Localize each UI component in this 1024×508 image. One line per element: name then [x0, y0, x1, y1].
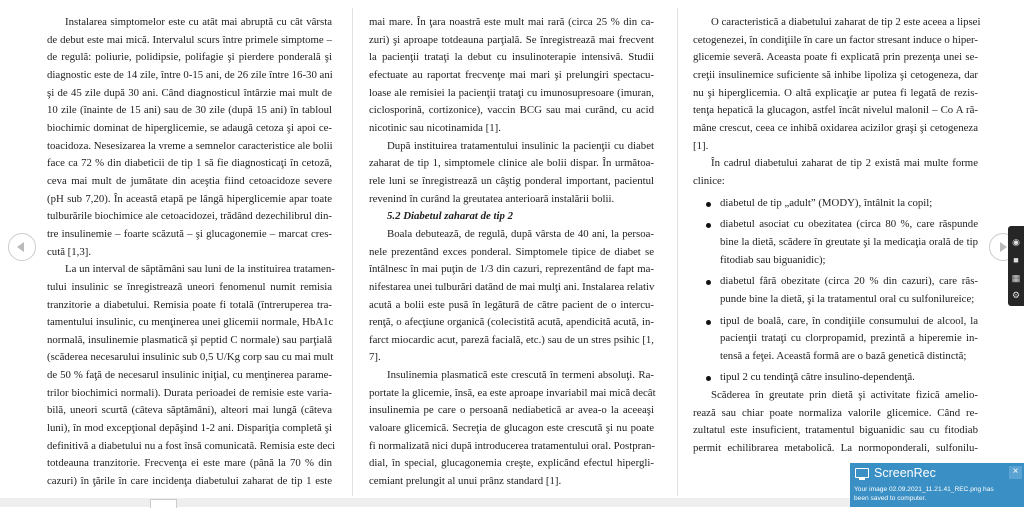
text-line: zaharat de tip 1, simptomele clinice ale bolii dispar. În următoa- [369, 157, 654, 170]
text-line: 7]. [369, 351, 381, 364]
text-line: rează sau chiar poate normaliza valorile glicemice. Când re- [693, 406, 978, 419]
text-line: (scăderea necesarului insulinic sub 0,5 U/Kg corp sau cu mai mult [47, 351, 334, 364]
bullet-item-line: diabetul de tip „adult” (MODY), întâlnit la copil; [720, 195, 978, 213]
text-line: valoare glicemică. Secreţia de glucagon este crescută şi nu poate [369, 422, 654, 435]
text-line: portate la glicemie, însă, ea este aproape invariabil mai mică decât [369, 386, 656, 399]
text-line: efectuate au raportat frecvenţe mai mari şi prelungiri spectacu- [369, 68, 654, 81]
gallery-icon[interactable]: ▦ [1011, 273, 1021, 283]
text-line: biochimic dominat de hiperglicemie, se adaugă cetoza şi apoi ce- [47, 121, 332, 134]
text-line: mâne crescut, ceea ce inhibă oxidarea acizilor graşi şi cetogeneza [693, 121, 978, 134]
text-line: nicotinic sau nicotinamida [1]. [369, 121, 501, 134]
text-line: tulburările biochimice ale cetoacidozei, trădând dezechilibrul din- [47, 210, 332, 223]
text-line: cetogenezei, în condiţiile în care un factor stresant induce o hiper- [693, 33, 978, 46]
monitor-icon [855, 468, 869, 478]
text-line: [1]. [693, 139, 709, 152]
text-line: tensă a feţei. Această formă are o bază genetică distinctă; [720, 349, 967, 362]
text-line: cemiant prelungit al unui prânz standard [1]. [369, 475, 562, 488]
text-line: normală, insulinemie plasmatică şi peptid C normale) sau parţială [47, 333, 332, 346]
text-line: zuri) şi aproape totdeauna parţială. Se înregistrează mai frecvent [369, 33, 654, 46]
text-line: creţii insulinemice suficiente să inhibe lipoliza şi cetogeneza, dar [693, 68, 978, 81]
text-line: ciclosporină, cortizonice), vaccin BCG sau mai curând, cu acid [369, 104, 654, 117]
text-line: şi de 45 zile după 30 ani. Când diagnosticul întârzie mai mult de [47, 86, 332, 99]
text-column-3 [693, 14, 981, 458]
text-line: 10 zile (înainte de 15 ani) sau de 30 zile (după 15 ani) în tabloul [47, 104, 332, 117]
text-line: fitodiab sau biguanidic); [720, 253, 826, 266]
notification-title: ScreenRec [874, 466, 936, 480]
text-line: Insulinemia plasmatică este crescută în termeni absoluţi. Ra- [387, 369, 654, 382]
text-line: glicemie severă. Aceasta poate fi explicată prin prezenţa unei se- [693, 51, 978, 64]
text-line: ceva mai mult de jumătate din aceştia fiind cetoacidoze severe [47, 174, 332, 187]
text-line: punde bine la dietă, şi la tratamentul oral cu sulfonilureice; [720, 292, 975, 305]
text-line: dial, în special, glucagonemia creşte, explicând efectul hipergli- [369, 457, 654, 470]
text-line: mai mare. În ţara noastră este mult mai rară (circa 25 % din ca- [369, 16, 654, 28]
text-line: La un interval de săptămâni sau luni de la instituirea tratamen- [65, 263, 335, 276]
bullet-item-line: diabetul fără obezitate (circa 20 % din cazuri), care răs- [720, 273, 978, 291]
text-line: tului insulinic se înregistrează uneori fenomenul numit remisia [47, 280, 332, 293]
text-line: de regulă: poliurie, polidipsie, polifagie şi pierdere ponderală şi [47, 51, 332, 64]
text-line: tenţa hepatică la glucagon, astfel încât nivelul malonil – Co A ră- [693, 104, 978, 117]
previous-page-button[interactable] [8, 233, 36, 261]
text-line: cută [1,3]. [47, 245, 92, 258]
text-line: rele luni se înregistrează un câştig ponderal important, pacientul [369, 174, 654, 187]
close-notification-button[interactable]: × [1009, 466, 1022, 479]
text-line: diagnostic este de 14 zile, între 0-15 ani, de 26 zile între 16-30 ani [47, 68, 333, 81]
bullet-item-line: diabetul asociat cu obezitatea (circa 80 %, care răspunde [720, 216, 978, 234]
text-line: bilă, uneori scurtă (câteva săptămâni), alteori mai lungă (câteva [47, 404, 332, 417]
text-line: clinice: [693, 174, 725, 187]
text-line: face ca 72 % din diabeticii de tip 1 să fie diagnosticaţi în cetoză, [47, 157, 332, 170]
text-line: la pacienţii trataţi la debut cu insulinoterapie intensivă. Studii [369, 51, 654, 64]
text-line: În cadrul diabetului zaharat de tip 2 există mai multe forme [711, 157, 978, 170]
screenrec-notification[interactable] [850, 463, 1024, 507]
bullet-item-line: tipul de boală, care, în condiţiile consumului de alcool, la [720, 313, 978, 331]
text-line: bine la dietă, scădere în greutate şi la medicaţia orală de tip [720, 235, 978, 248]
camera-icon[interactable]: ◉ [1012, 237, 1020, 247]
text-line: definitivă a diabetului nu a fost însă comunicată. Remisia este deci [47, 439, 336, 452]
text-line: fi normalizată nici după introducerea tratamentului oral. Postpran- [369, 439, 656, 452]
text-line: (pH sub 7,20). În această etapă pe lângă hiperglicemie apar toate [47, 192, 332, 205]
text-line: insulinemia pe care o persoană nediabetică ar avea-o la aceeaşi [369, 404, 654, 417]
text-line: tranzitorie a diabetului. Remisia poate fi totală (întreruperea tra- [47, 298, 332, 311]
text-line: revenind în curând la greutatea anterioară instalării bolii. [369, 192, 615, 205]
notification-message: Your image 02.09.2021_11.21.41_REC.png has been saved to computer. [854, 486, 994, 502]
column-divider [677, 8, 678, 496]
text-line: luni), în mod excepţional depăşind 1-2 ani. Dispariţia completă şi [47, 422, 332, 435]
text-line: toacidoza. Nesesizarea la vreme a semnelor caracteristice ale bolii [47, 139, 333, 152]
settings-icon[interactable]: ⚙ [1011, 290, 1021, 300]
text-line: întâlnesc în mai puţin de 1/3 din cazuri, reprezentând de fapt ma- [369, 263, 654, 276]
text-line: Instalarea simptomelor este cu atât mai abruptă cu cât vârsta [65, 16, 332, 28]
text-line: zultatul este insuficient, tratamentul biguanidic sau cu fitodiab [693, 424, 978, 437]
text-line: trilor biochimici normali). Durata perioadei de remisie este varia- [47, 386, 332, 399]
text-line: cazuri) în ţările în care incidenţa diabetului zaharat de tip 1 este [47, 475, 332, 488]
text-line: totdeauna tranzitorie. Frecvenţa ei este mare (până la 70 % din [47, 457, 332, 470]
text-line: loase ale remisiei la pacienţii trataţi cu imunosupresoare (imuran, [369, 86, 654, 99]
text-line: farct miocardic acut, pareză facială, etc.) sau de un stres psihic [1, [369, 333, 654, 346]
text-line: pacienţii trataţi cu clorpropamid, prezintă a hiperemie in- [720, 332, 978, 345]
text-line: O caracteristică a diabetului zaharat de tip 2 este aceea a lipsei [711, 16, 981, 28]
text-line: de 50 % faţă de necesarul insulinic iniţial, cu menţinerea parame- [47, 369, 332, 382]
text-line: După instituirea tratamentului insulinic la pacienţii cu diabet [387, 139, 654, 152]
text-line: Boala debutează, de regulă, după vârsta de 40 ani, la persoa- [387, 227, 654, 240]
text-column-1 [47, 14, 336, 491]
text-line: renţă, o afecţiune organică (colecistită acută, apendicită acută, in- [369, 316, 654, 329]
text-line: tre insulinemie – foarte scăzută – şi glucagonemie – marcat cres- [47, 227, 332, 240]
text-line: acută a bolii este pusă în legătură de către pacient de o intercu- [369, 298, 654, 311]
text-line: nu şi hiperglicemia. O altă explicaţie ar putea fi legată de rezis- [693, 86, 978, 99]
text-line: tamentului insulinic, cu menţinerea unei glicemii normale, HbA1c [47, 316, 334, 329]
text-line: de debut este mai mică. Intervalul scurs între primele simptome – [47, 33, 332, 46]
column-divider [352, 8, 353, 496]
section-heading: 5.2 Diabetul zaharat de tip 2 [387, 210, 513, 223]
screenrec-side-toolbar [1008, 226, 1024, 306]
text-column-2 [369, 14, 654, 491]
text-line: nele prezentând exces ponderal. Simptomele tipice de diabet se [369, 245, 654, 258]
video-icon[interactable]: ■ [1013, 255, 1019, 265]
text-line: permit echilibrarea metabolică. La normoponderali, sulfonilu- [693, 442, 978, 455]
text-line: Scăderea în greutate prin dietă şi activitate fizică amelio- [711, 389, 978, 402]
bullet-item-line: tipul 2 cu tendinţă către insulino-dependenţă. [720, 369, 978, 387]
text-line: nifestarea unei tulburări datând de mai mulţi ani. Instalarea relativ [369, 280, 655, 293]
